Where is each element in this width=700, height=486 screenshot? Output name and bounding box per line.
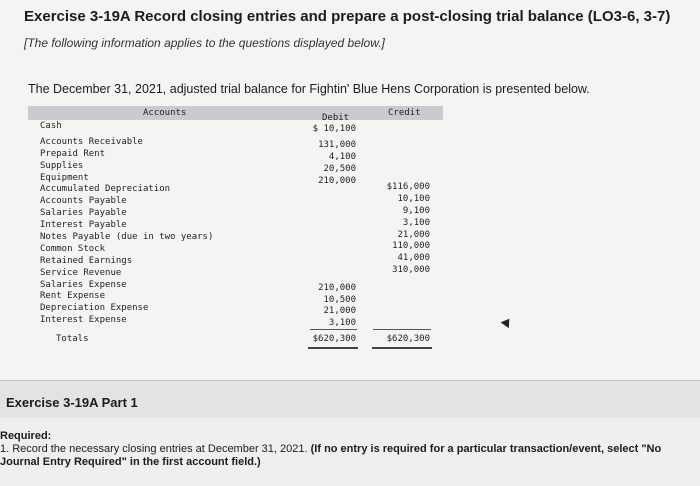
mouse-cursor-icon (501, 316, 514, 328)
account-name: Salaries Payable (40, 208, 127, 219)
credit-value: 21,000 (397, 229, 430, 240)
required-instructions (0, 430, 700, 469)
account-name: Notes Payable (due in two years) (40, 232, 214, 243)
instruction-line-2: Journal Entry Required" in the first account field.) (0, 456, 261, 468)
debit-value: 20,500 (323, 163, 356, 174)
debit-value: 210,000 (318, 282, 356, 293)
instruction-text: 1. Record the necessary closing entries at December 31, 2021. (0, 443, 311, 455)
subtotal-rule (310, 329, 357, 330)
total-credit: $620,300 (386, 334, 430, 344)
credit-value: 9,100 (402, 205, 430, 216)
account-name: Supplies (40, 160, 84, 171)
accounts-header: Accounts (143, 108, 187, 118)
credit-value: 310,000 (392, 265, 430, 276)
subtotal-rule (373, 329, 431, 330)
debit-value: 10,500 (323, 294, 356, 305)
part-header (0, 380, 700, 418)
account-names (40, 121, 213, 327)
info-note: [The following information applies to the questions displayed below.] (24, 36, 385, 50)
credit-column (364, 182, 430, 277)
debit-value: 3,100 (328, 318, 356, 329)
account-name: Accounts Payable (40, 196, 127, 207)
debit-value: 4,100 (328, 151, 356, 162)
intro-text: The December 31, 2021, adjusted trial balance for Fightin' Blue Hens Corporation is presented below. (28, 82, 590, 96)
total-debit: $620,300 (312, 334, 356, 344)
credit-value: 110,000 (392, 241, 430, 252)
credit-value: 10,100 (397, 193, 430, 204)
exercise-title: Exercise 3-19A Record closing entries and prepare a post-closing trial balance (LO3-6, 3-7) (24, 8, 671, 25)
debit-value: 210,000 (318, 175, 356, 186)
credit-value: $116,000 (386, 182, 430, 192)
account-name: Equipment (40, 172, 89, 183)
debit-value: 131,000 (318, 139, 356, 150)
credit-value: 41,000 (397, 253, 430, 264)
instruction-note: (If no entry is required for a particular transaction/event, select "No (310, 443, 662, 455)
debit-header: Debit (322, 113, 350, 123)
double-underline (372, 347, 432, 349)
trial-balance-table (28, 106, 443, 356)
account-name: Interest Payable (40, 220, 127, 231)
account-name: Cash (40, 121, 62, 131)
account-name: Accounts Receivable (40, 136, 143, 147)
account-name: Salaries Expense (40, 279, 127, 290)
account-name: Interest Expense (40, 315, 127, 326)
required-label: Required: (0, 430, 52, 442)
debit-value: $ 10,100 (312, 124, 356, 134)
totals-label: Totals (56, 334, 89, 344)
credit-value: 3,100 (402, 217, 430, 228)
credit-header: Credit (388, 108, 421, 118)
account-name: Accumulated Depreciation (40, 184, 171, 195)
table-header (28, 106, 443, 123)
instruction-line-1 (0, 443, 700, 456)
account-name: Rent Expense (40, 291, 106, 302)
account-name: Retained Earnings (40, 255, 133, 266)
debit-value: 21,000 (323, 306, 356, 317)
account-name: Common Stock (40, 243, 106, 254)
account-name: Prepaid Rent (40, 148, 106, 159)
account-name: Depreciation Expense (40, 303, 149, 314)
debit-column (290, 124, 356, 330)
part-label: Exercise 3-19A Part 1 (6, 395, 138, 410)
account-name: Service Revenue (40, 267, 122, 278)
double-underline (308, 347, 358, 349)
